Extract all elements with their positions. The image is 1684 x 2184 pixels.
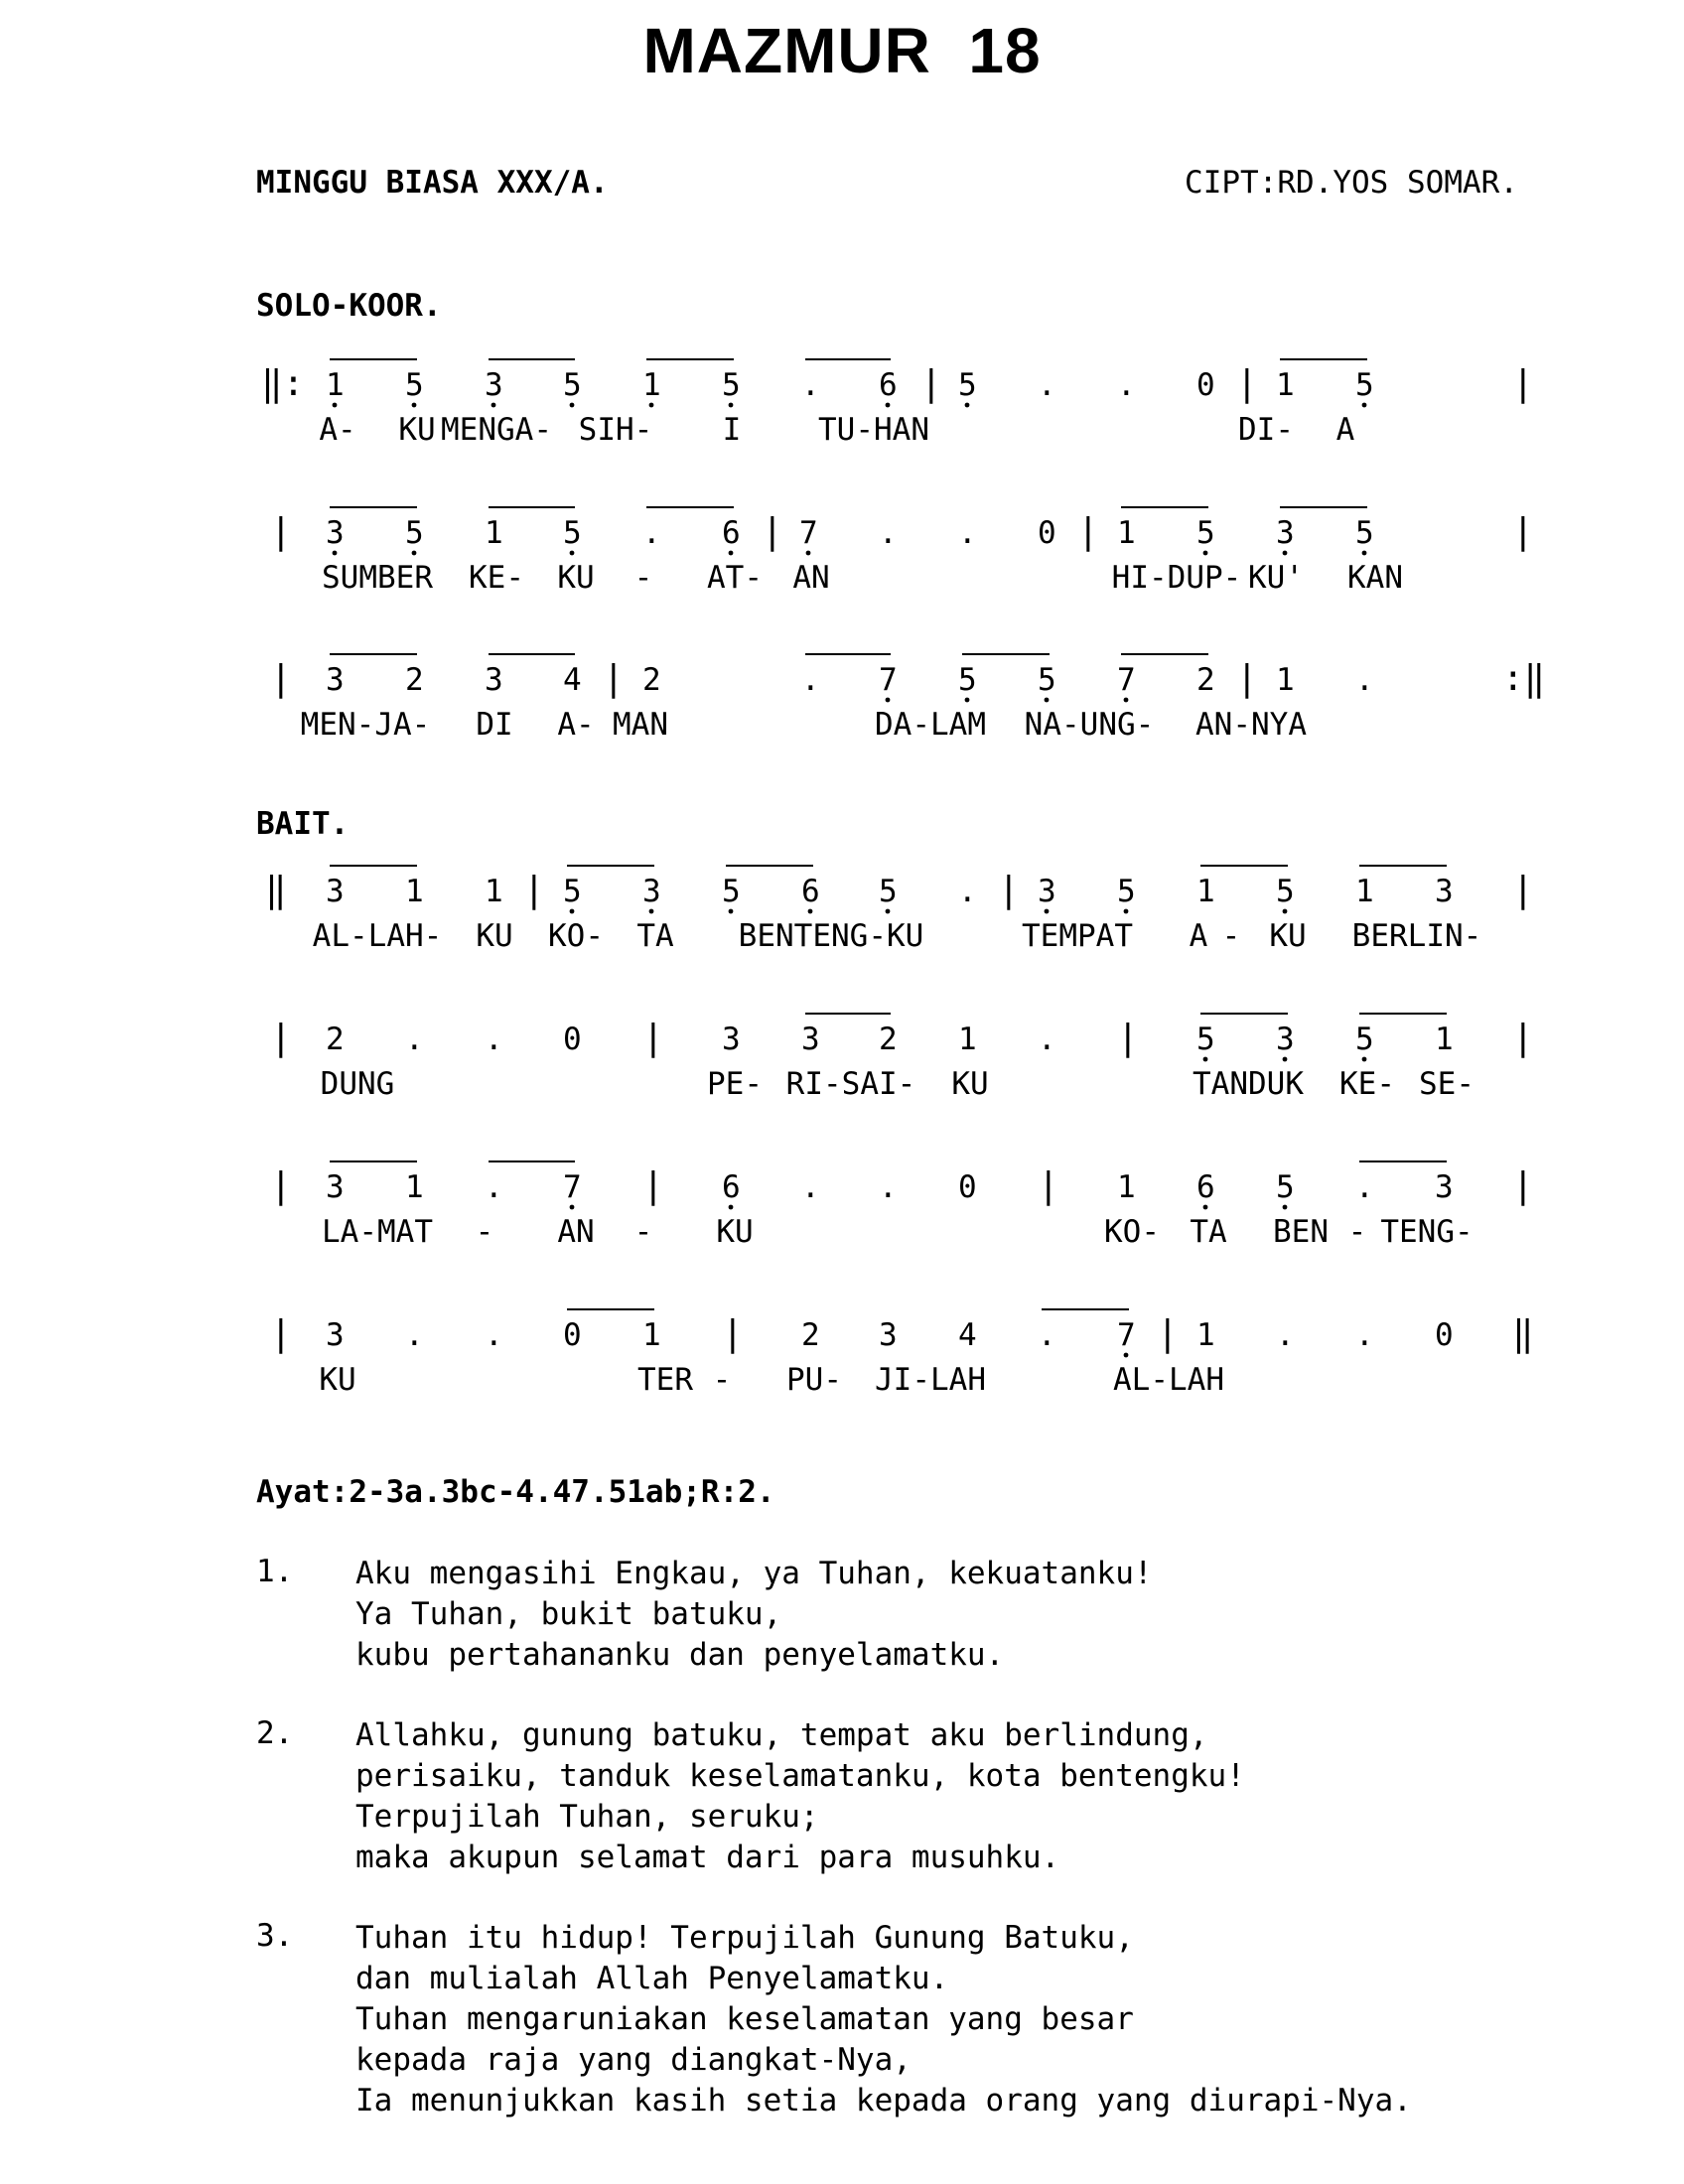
note: 3 bbox=[326, 515, 345, 551]
barline: | bbox=[270, 1018, 292, 1058]
lyric-syllable: PE- bbox=[707, 1066, 763, 1102]
note: . bbox=[642, 515, 661, 551]
lyric-syllable: TENG- bbox=[1380, 1214, 1474, 1250]
lyric-syllable: KU bbox=[1269, 918, 1307, 954]
lyric-syllable: BERLIN- bbox=[1351, 918, 1482, 954]
verse-texts bbox=[256, 1554, 1412, 2161]
note: 1 bbox=[1196, 874, 1215, 909]
barline: | bbox=[1236, 363, 1258, 404]
note: 1 bbox=[326, 367, 345, 403]
lyric-syllable: AT- bbox=[707, 560, 763, 596]
lyric-syllable: KU bbox=[951, 1066, 989, 1102]
octave-dot bbox=[1203, 1057, 1208, 1062]
barline: | bbox=[1512, 511, 1534, 552]
lyric-syllable: A bbox=[1189, 918, 1208, 954]
note: 4 bbox=[563, 662, 582, 698]
note: 6 bbox=[1196, 1169, 1215, 1205]
lyric-syllable: KO- bbox=[548, 918, 604, 954]
note: . bbox=[405, 1022, 424, 1057]
barline: | bbox=[1117, 1018, 1139, 1058]
barline: :‖ bbox=[1502, 658, 1546, 699]
notation-system bbox=[270, 1161, 1534, 1250]
barline: | bbox=[1157, 1313, 1179, 1354]
octave-dot bbox=[1362, 1057, 1367, 1062]
lyric-syllable: TER bbox=[637, 1362, 693, 1398]
lyric-syllable: JI-LAH bbox=[875, 1362, 986, 1398]
octave-dot bbox=[1124, 909, 1129, 914]
note: 0 bbox=[563, 1022, 582, 1057]
note: 5 bbox=[1196, 515, 1215, 551]
octave-dot bbox=[1045, 698, 1050, 703]
note: . bbox=[485, 1317, 503, 1353]
note: 1 bbox=[1355, 874, 1374, 909]
lyric-syllable: KAN bbox=[1347, 560, 1403, 596]
octave-dot bbox=[570, 403, 575, 408]
lyric-syllable: AN bbox=[792, 560, 830, 596]
note: 5 bbox=[1355, 367, 1374, 403]
octave-dot bbox=[965, 698, 970, 703]
note: . bbox=[1038, 367, 1056, 403]
octave-dot bbox=[886, 698, 891, 703]
note: 3 bbox=[722, 1022, 741, 1057]
barline: | bbox=[1236, 658, 1258, 699]
barline: | bbox=[642, 1165, 664, 1206]
note: 0 bbox=[1196, 367, 1215, 403]
note: 4 bbox=[958, 1317, 977, 1353]
note: 3 bbox=[642, 874, 661, 909]
note: 3 bbox=[326, 1317, 345, 1353]
composer-credit: CIPT:RD.YOS SOMAR. bbox=[1185, 165, 1518, 201]
octave-dot bbox=[1283, 1057, 1288, 1062]
barline: | bbox=[1512, 363, 1534, 404]
verse-line: perisaiku, tanduk keselamatanku, kota bentengku! bbox=[355, 1758, 1245, 1794]
note: 2 bbox=[801, 1317, 820, 1353]
lyric-syllable: TEMPAT bbox=[1022, 918, 1133, 954]
note: 5 bbox=[405, 367, 424, 403]
verse-section-label: BAIT. bbox=[256, 806, 350, 842]
barline: ‖ bbox=[1512, 1313, 1534, 1354]
occasion-label: MINGGU BIASA XXX/A. bbox=[256, 165, 609, 201]
note: 0 bbox=[563, 1317, 582, 1353]
barline: | bbox=[998, 870, 1020, 910]
verse-block bbox=[256, 1918, 1412, 2121]
note: 3 bbox=[801, 1022, 820, 1057]
note: 1 bbox=[1276, 662, 1295, 698]
lyric-syllable: MEN-JA- bbox=[300, 707, 431, 743]
lyric-syllable: - bbox=[712, 1362, 732, 1398]
lyric-syllable: - bbox=[1347, 1214, 1367, 1250]
barline: | bbox=[523, 870, 545, 910]
lyric-syllable: KU' bbox=[1248, 560, 1304, 596]
lyric-syllable: DI bbox=[476, 707, 513, 743]
octave-dot bbox=[886, 909, 891, 914]
verse-line: maka akupun selamat dari para musuhku. bbox=[355, 1840, 1060, 1875]
barline: | bbox=[1512, 1018, 1534, 1058]
note: 0 bbox=[958, 1169, 977, 1205]
octave-dot bbox=[412, 551, 417, 556]
note: 2 bbox=[326, 1022, 345, 1057]
note: . bbox=[1117, 367, 1136, 403]
lyric-syllable: LA-MAT bbox=[322, 1214, 433, 1250]
lyric-syllable: BEN bbox=[1273, 1214, 1329, 1250]
barline: | bbox=[642, 1018, 664, 1058]
note: . bbox=[801, 662, 820, 698]
note: . bbox=[405, 1317, 424, 1353]
lyric-syllable: KU bbox=[716, 1214, 754, 1250]
note: 3 bbox=[1435, 1169, 1454, 1205]
octave-dot bbox=[729, 403, 734, 408]
lyric-syllable: TU-HAN bbox=[818, 412, 929, 448]
octave-dot bbox=[729, 551, 734, 556]
lyric-syllable: RI-SAI- bbox=[785, 1066, 916, 1102]
note: 5 bbox=[563, 874, 582, 909]
note: 5 bbox=[1038, 662, 1056, 698]
note: 3 bbox=[1276, 515, 1295, 551]
octave-dot bbox=[333, 403, 338, 408]
octave-dot bbox=[729, 1205, 734, 1210]
note: 1 bbox=[485, 874, 503, 909]
note: 5 bbox=[879, 874, 898, 909]
note: 5 bbox=[722, 367, 741, 403]
notation-system bbox=[270, 654, 1545, 743]
note: 1 bbox=[642, 1317, 661, 1353]
lyric-syllable: - bbox=[633, 1214, 653, 1250]
barline: | bbox=[722, 1313, 744, 1354]
note: 3 bbox=[1435, 874, 1454, 909]
lyric-syllable: MAN bbox=[613, 707, 668, 743]
notation-system bbox=[265, 866, 1534, 954]
note: 1 bbox=[1276, 367, 1295, 403]
verse-line: kepada raja yang diangkat-Nya, bbox=[355, 2042, 912, 2078]
lyric-syllable: - bbox=[633, 560, 653, 596]
lyric-syllable: AN-NYA bbox=[1195, 707, 1307, 743]
note: 5 bbox=[1355, 1022, 1374, 1057]
lyric-syllable: AL-LAH bbox=[1113, 1362, 1224, 1398]
note: . bbox=[801, 1169, 820, 1205]
octave-dot bbox=[570, 1205, 575, 1210]
note: 5 bbox=[958, 367, 977, 403]
note: 5 bbox=[563, 367, 582, 403]
note: 5 bbox=[1355, 515, 1374, 551]
lyric-syllable: KU bbox=[319, 1362, 356, 1398]
note: 3 bbox=[326, 662, 345, 698]
barline: | bbox=[1038, 1165, 1059, 1206]
octave-dot bbox=[649, 909, 654, 914]
note: 1 bbox=[1196, 1317, 1215, 1353]
barline: ‖: bbox=[261, 363, 305, 404]
barline: | bbox=[920, 363, 942, 404]
note: . bbox=[1038, 1022, 1056, 1057]
lyric-syllable: MENGA- bbox=[441, 412, 552, 448]
barline: | bbox=[1077, 511, 1099, 552]
octave-dot bbox=[1124, 1353, 1129, 1358]
note: 1 bbox=[642, 367, 661, 403]
lyric-syllable: TANDUK bbox=[1193, 1066, 1304, 1102]
verse-block bbox=[256, 1715, 1412, 1878]
octave-dot bbox=[491, 403, 496, 408]
note: 1 bbox=[958, 1022, 977, 1057]
note: 7 bbox=[1117, 662, 1136, 698]
octave-dot bbox=[1362, 403, 1367, 408]
barline: | bbox=[270, 658, 292, 699]
verse-line: Tuhan itu hidup! Terpujilah Gunung Batuku, bbox=[355, 1920, 1134, 1956]
verse-line: Ia menunjukkan kasih setia kepada orang yang diurapi-Nya. bbox=[355, 2083, 1412, 2118]
octave-dot bbox=[412, 403, 417, 408]
note: 3 bbox=[1276, 1022, 1295, 1057]
note: 5 bbox=[1276, 1169, 1295, 1205]
octave-dot bbox=[1203, 1205, 1208, 1210]
ayat-reference: Ayat:2-3a.3bc-4.47.51ab;R:2. bbox=[256, 1474, 775, 1510]
note: 1 bbox=[405, 874, 424, 909]
lyric-syllable: TA bbox=[636, 918, 674, 954]
notation-system bbox=[270, 1014, 1534, 1102]
octave-dot bbox=[570, 551, 575, 556]
lyric-syllable: SIH- bbox=[578, 412, 653, 448]
verse-line: Aku mengasihi Engkau, ya Tuhan, kekuatanku! bbox=[355, 1556, 1153, 1591]
note: 0 bbox=[1435, 1317, 1454, 1353]
note: 5 bbox=[1196, 1022, 1215, 1057]
note: 5 bbox=[405, 515, 424, 551]
note: 6 bbox=[879, 367, 898, 403]
lyric-syllable: A bbox=[1335, 412, 1355, 448]
note: . bbox=[1355, 1169, 1374, 1205]
lyric-syllable: A- bbox=[557, 707, 595, 743]
octave-dot bbox=[1283, 909, 1288, 914]
notation-system bbox=[261, 359, 1534, 448]
lyric-syllable: KU bbox=[557, 560, 595, 596]
lyric-syllable: BENTENG-KU bbox=[738, 918, 924, 954]
barline: | bbox=[603, 658, 625, 699]
lyric-syllable: AL-LAH- bbox=[312, 918, 443, 954]
octave-dot bbox=[1283, 551, 1288, 556]
note: 5 bbox=[1276, 874, 1295, 909]
verse-line: Terpujilah Tuhan, seruku; bbox=[355, 1799, 819, 1835]
lyric-syllable: SE- bbox=[1419, 1066, 1474, 1102]
barline: | bbox=[270, 1165, 292, 1206]
lyric-syllable: KE- bbox=[469, 560, 524, 596]
barline: | bbox=[270, 1313, 292, 1354]
lyric-syllable: A- bbox=[319, 412, 356, 448]
note: 1 bbox=[1435, 1022, 1454, 1057]
note: 1 bbox=[1117, 515, 1136, 551]
note: 3 bbox=[879, 1317, 898, 1353]
note: 3 bbox=[485, 662, 503, 698]
note: . bbox=[1276, 1317, 1295, 1353]
verse-line: Allahku, gunung batuku, tempat aku berlindung, bbox=[355, 1717, 1208, 1753]
note: 2 bbox=[642, 662, 661, 698]
verse-number: 2. bbox=[256, 1715, 294, 1751]
note: . bbox=[958, 874, 977, 909]
lyric-syllable: KU bbox=[476, 918, 513, 954]
verse-number: 1. bbox=[256, 1554, 294, 1589]
page-title: MAZMUR 18 bbox=[642, 15, 1042, 86]
note: 3 bbox=[326, 874, 345, 909]
lyric-syllable: AN bbox=[557, 1214, 595, 1250]
note: . bbox=[879, 1169, 898, 1205]
lyric-syllable: DA-LAM bbox=[875, 707, 986, 743]
note: 6 bbox=[801, 874, 820, 909]
barline: | bbox=[1512, 870, 1534, 910]
lyric-syllable: KU bbox=[398, 412, 436, 448]
note: 6 bbox=[722, 515, 741, 551]
note: . bbox=[485, 1169, 503, 1205]
barline: ‖ bbox=[265, 870, 287, 910]
note: 3 bbox=[1038, 874, 1056, 909]
barline: | bbox=[762, 511, 783, 552]
octave-dot bbox=[1362, 551, 1367, 556]
note: . bbox=[801, 367, 820, 403]
octave-dot bbox=[806, 551, 811, 556]
octave-dot bbox=[1203, 551, 1208, 556]
note: . bbox=[879, 515, 898, 551]
lyric-syllable: DUNG bbox=[320, 1066, 395, 1102]
lyric-syllable: NA-UNG- bbox=[1024, 707, 1155, 743]
note: 5 bbox=[1117, 874, 1136, 909]
note: 3 bbox=[326, 1169, 345, 1205]
note: . bbox=[1355, 1317, 1374, 1353]
lyric-syllable: HI-DUP- bbox=[1111, 560, 1242, 596]
octave-dot bbox=[886, 403, 891, 408]
note: 5 bbox=[563, 515, 582, 551]
note: . bbox=[485, 1022, 503, 1057]
octave-dot bbox=[1045, 909, 1050, 914]
lyric-syllable: I bbox=[722, 412, 742, 448]
note: . bbox=[1038, 1317, 1056, 1353]
octave-dot bbox=[333, 551, 338, 556]
note: 1 bbox=[1117, 1169, 1136, 1205]
notation-system bbox=[270, 507, 1534, 596]
note: 1 bbox=[485, 515, 503, 551]
note: 5 bbox=[722, 874, 741, 909]
lyric-syllable: TA bbox=[1190, 1214, 1227, 1250]
octave-dot bbox=[649, 403, 654, 408]
note: 2 bbox=[1196, 662, 1215, 698]
verse-line: dan mulialah Allah Penyelamatku. bbox=[355, 1961, 949, 1996]
barline: | bbox=[1512, 1165, 1534, 1206]
note: 2 bbox=[879, 1022, 898, 1057]
note: 2 bbox=[405, 662, 424, 698]
octave-dot bbox=[965, 403, 970, 408]
octave-dot bbox=[729, 909, 734, 914]
lyric-syllable: DI- bbox=[1238, 412, 1294, 448]
note: 6 bbox=[722, 1169, 741, 1205]
note: 7 bbox=[799, 515, 818, 551]
note: . bbox=[1355, 662, 1374, 698]
octave-dot bbox=[1283, 1205, 1288, 1210]
notation-system bbox=[270, 1309, 1534, 1398]
refrain-label: SOLO-KOOR. bbox=[256, 288, 442, 324]
verse-line: Ya Tuhan, bukit batuku, bbox=[355, 1596, 782, 1632]
verse-block bbox=[256, 1554, 1412, 1676]
verse-line: Tuhan mengaruniakan keselamatan yang besar bbox=[355, 2001, 1134, 2037]
verse-line: kubu pertahananku dan penyelamatku. bbox=[355, 1637, 1005, 1673]
note: 7 bbox=[1117, 1317, 1136, 1353]
lyric-syllable: KO- bbox=[1104, 1214, 1160, 1250]
octave-dot bbox=[570, 909, 575, 914]
note: 5 bbox=[958, 662, 977, 698]
lyric-syllable: PU- bbox=[786, 1362, 842, 1398]
note: 7 bbox=[563, 1169, 582, 1205]
lyric-syllable: KE- bbox=[1339, 1066, 1395, 1102]
octave-dot bbox=[808, 909, 813, 914]
barline: | bbox=[270, 511, 292, 552]
note: 0 bbox=[1038, 515, 1056, 551]
lyric-syllable: - bbox=[1221, 918, 1241, 954]
note: 3 bbox=[485, 367, 503, 403]
verse-number: 3. bbox=[256, 1918, 294, 1954]
octave-dot bbox=[1124, 698, 1129, 703]
lyric-syllable: SUMBER bbox=[322, 560, 433, 596]
note: . bbox=[958, 515, 977, 551]
lyric-syllable: - bbox=[475, 1214, 494, 1250]
note: 7 bbox=[879, 662, 898, 698]
note: 1 bbox=[405, 1169, 424, 1205]
